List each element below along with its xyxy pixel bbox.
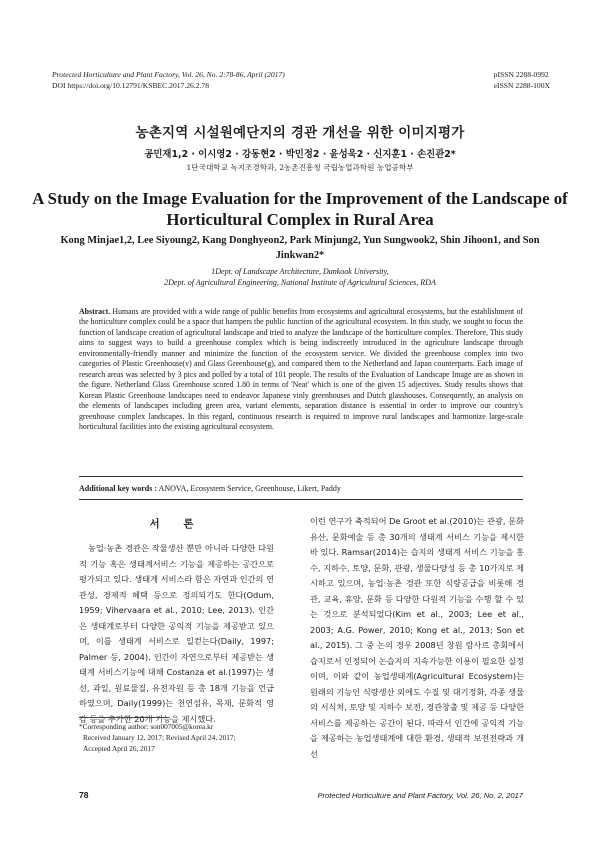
english-title: A Study on the Image Evaluation for the Improvement of the Landscape of Horticultural Complex in Rural Area — [32, 189, 568, 229]
intro-paragraph-continued: 이런 연구가 축적되어 De Groot et al.(2010)는 관광, 문화유산, 문화예술 등 총 30개의 생태계 서비스 기능을 제시한 바 있다. Ramsar(2014)는 습지의 생태계 서비스 기능을 홍수, 지하수, 토양, 문화, 관광, 생물다양성 등 총 10가지로 제시하고 있으며, 농업·농촌 경관 또한 식량공급을 비롯해 경관, 교육, 휴양, 문화 등 다양한 다원적 기능을 수행 할 수 있는 것으로 분석되었다(Kim et al., 2003; Lee et al., 2003; A.G. Power, 2010; Kong et al., 2013; Son et al., 2015). 그 중 논의 경우 2008년 창원 람사르 총회에서 습지로서 인정되어 논습지의 지속가능한 이용이 필요한 실정이며, 이와 같이 농업생태계(Agricultural Ecosystem)는 원래의 기능인 식량생산 외에도 수질 및 대기정화, 각종 생물의 서식처, 토양 및 지하수 보전, 경관창출 및 제공 등 다양한 서비스를 제공하는 공간이 된다. 따라서 인간에 공익적 기능을 제공하는 농업생태계에 대한 환경, 생태적 보전전략과 개선 — [310, 516, 524, 759]
keywords — [79, 484, 523, 493]
affiliation-2: 2Dept. of Agricultural Engineering, National Institute of Agricultural Sciences, RDA — [164, 277, 436, 287]
keywords-label: Additional key words : — [79, 484, 158, 493]
received-date: Received January 12, 2017; Revised April 24, 2017; — [83, 733, 236, 742]
pissn: pISSN 2288-0992 — [493, 70, 549, 79]
korean-authors: 공민재1,2 · 이시영2 · 강동현2 · 박민정2 · 윤성욱2 · 신지훈1 · 손진관2* — [144, 149, 456, 160]
right-column — [310, 514, 524, 762]
korean-title: 농촌지역 시설원예단지의 경관 개선을 위한 이미지평가 — [135, 125, 465, 141]
journal-header — [52, 70, 285, 91]
abstract — [79, 307, 523, 433]
english-affiliations — [40, 267, 560, 288]
doi-line[interactable]: DOI https://doi.org/10.12791/KSBEC.2017.26.2.78 — [52, 80, 210, 90]
abstract-text: Humans are provided with a wide range of public benefits from ecosystems and agricultural ecosystems, but the establishment of the horticulture complex could be a space that hampers the public function of the agricultural ecosystem. In this study, we sought to focus the function of landscape creation of agricultural landscape and tried to analyze the landscape of the horticulture complex. Therefore, This study aims to suggest ways to build a greenhouse complex which is being indiscreetly introduced in the agriculture landscape through environmentally-friendly manner and minimize the function of the ecosystem service. We divided the greenhouse complex into two categories of Plastic Greenhouse(v) and Glass Greenhouse(g), and compared them to the Netherland and Japan counterparts. Each image of research areas was selected by 3 pics and polled by a total of 101 people. The results of the Evaluation of Landscape Image are as shown in the figure. Netherland Glass Greenhouse scored 1.80 in terms of 'Neat' which is one of the given 15 adjectives. Study results shows that Korean Plastic Greenhouse landscapes need to endeavor Japanese vinly greenhouses and Dutch glasshouses. Consequently, an analysis on the elements of landscapes including green area, variant elements, separation distance is essential in order to improve our country's greenhouse complex landscapes. In this regard, continuous research is required to improve rural landscapes and harmonize large-scale horticultural facilities into the existing agricultural ecosystem. — [79, 307, 523, 432]
footnotes — [79, 721, 279, 754]
issn-block — [494, 70, 550, 91]
journal-citation-line: Protected Horticulture and Plant Factory, Vol. 26, No. 2:78-86, April (2017) — [52, 70, 285, 79]
accepted-date: Accepted April 26, 2017 — [83, 744, 155, 753]
intro-paragraph: 농업·농촌 경관은 작물생산 뿐만 아니라 다양한 다원적 기능 혹은 생태계서비스 기능을 제공하는 공간으로 평가되고 있다. 생태계 서비스라 함은 자연과 인간의 연관성, 경제적 혜택 등으로 정의되기도 한다(Odum, 1959; Vihervaara et al., 2010; Lee, 2013). 인간은 생태계로부터 다양한 공익적 기능을 제공받고 있으며, 이를 생태계 서비스로 일컫는다(Daily, 1997; Palmer 등, 2004). 인간이 자연으로부터 제공받는 생태계 서비스기능에 대해 Costanza et al.(1997)는 생선, 과일, 원료물질, 유전자원 등 총 18개 기능을 언급하였으며, Daily(1999)는 천연섬유, 목재, 문화적 영감 등을 추가한 20개 기능을 제시했다. — [79, 543, 274, 724]
footnote-rule — [79, 717, 169, 718]
corresponding-author: *Corresponding author: son007005@korea.kr — [79, 722, 214, 731]
abstract-label: Abstract. — [79, 307, 111, 316]
left-column — [79, 541, 274, 727]
section-title-introduction: 서 론 — [149, 518, 204, 530]
eissn: eISSN 2288-100X — [493, 80, 550, 90]
korean-affiliation: 1단국대학교 녹지조경학과, 2농촌진흥청 국립농업과학원 농업공학부 — [186, 163, 414, 172]
divider-top — [79, 476, 523, 477]
english-authors: Kong Minjae1,2, Lee Siyoung2, Kang Donghyeon2, Park Minjung2, Yun Sungwook2, Shin Jihoon1, and Son Jinkwan2* — [60, 235, 540, 261]
footer-journal-ref: Protected Horticulture and Plant Factory, Vol. 26, No. 2, 2017 — [317, 791, 523, 800]
page-number: 78 — [79, 790, 89, 800]
keywords-text: ANOVA, Ecosystem Service, Greenhouse, Likert, Paddy — [158, 484, 341, 493]
affiliation-1: 1Dept. of Landscape Architecture, Dankook University, — [211, 267, 389, 276]
divider-bottom — [79, 499, 523, 500]
